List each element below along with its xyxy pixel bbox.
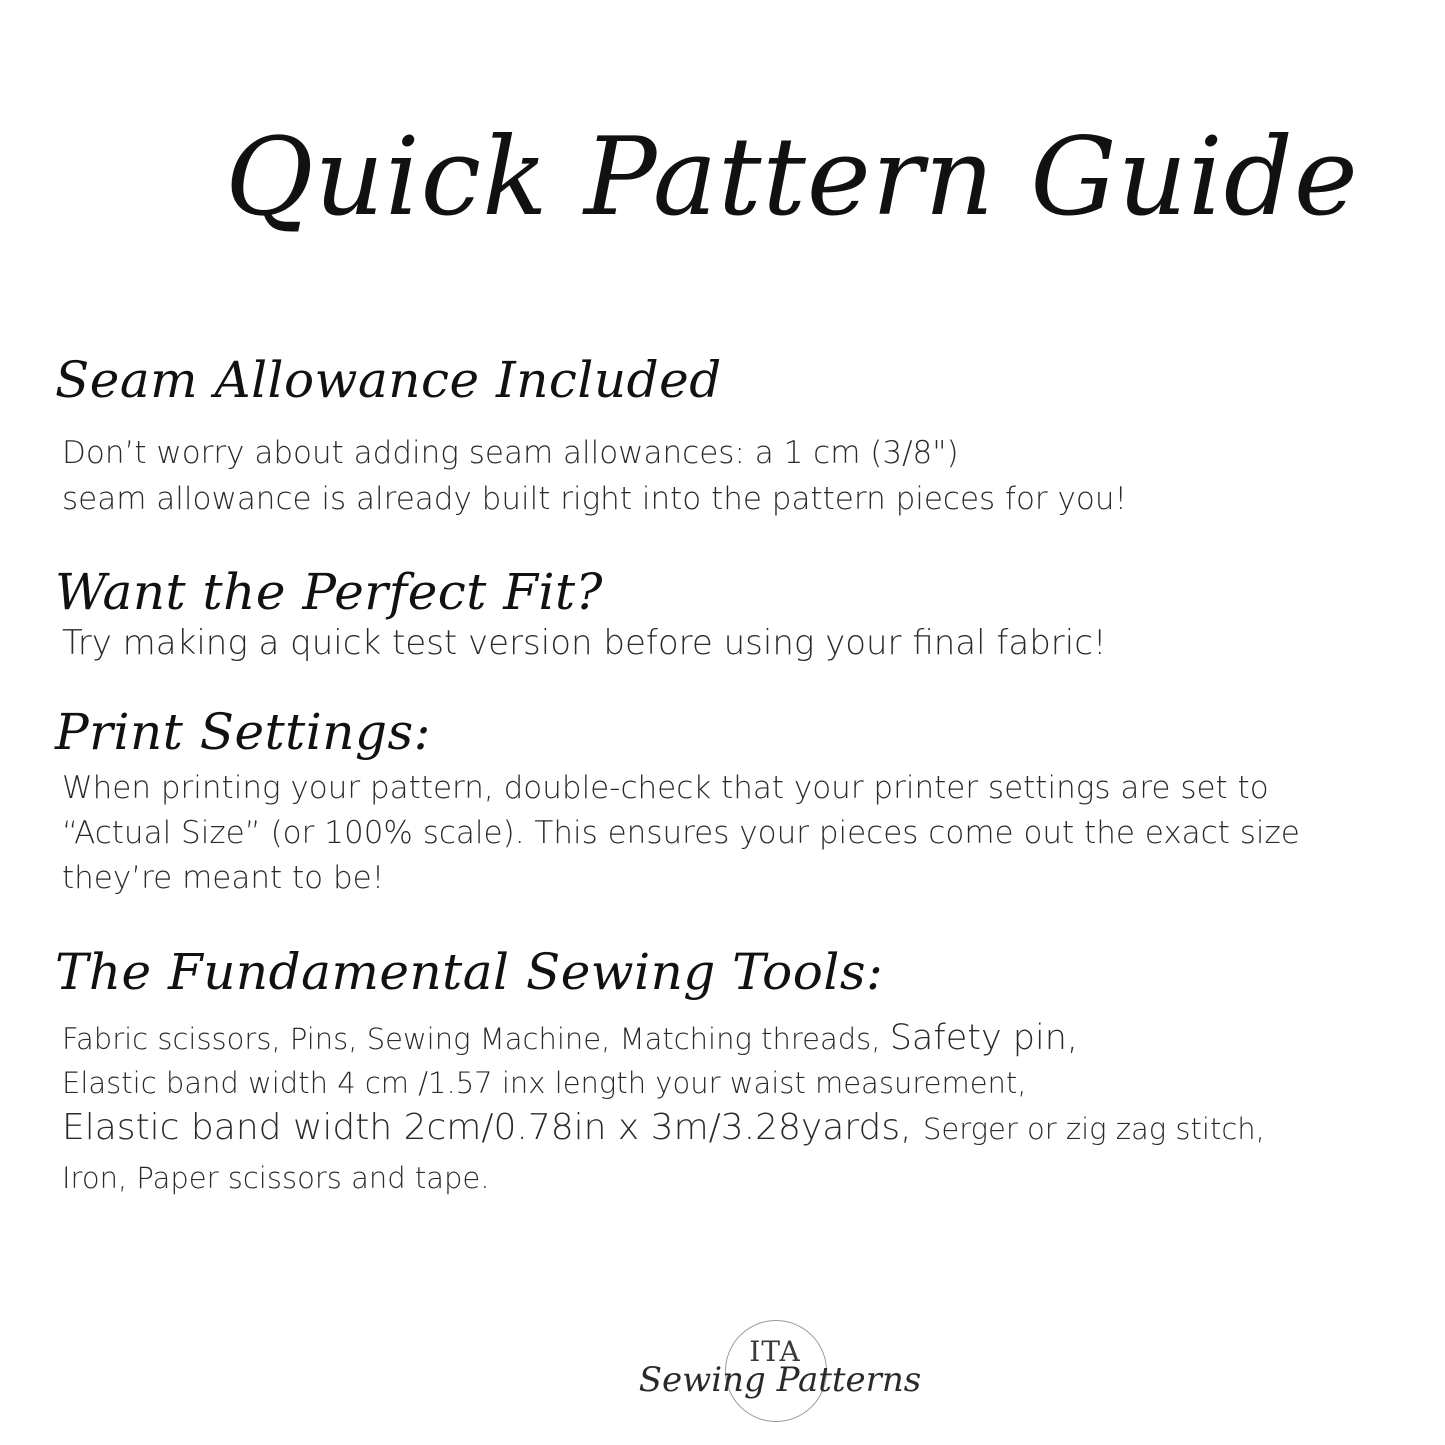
sewing-tools-text-line [62,1105,1265,1152]
sewing-tools-heading: The Fundamental Sewing Tools: [55,943,884,1001]
tools-list-part: Safety pin, [889,1018,1079,1058]
print-settings-heading: Print Settings: [55,703,431,761]
sewing-tools-text-line [62,1015,1078,1062]
print-settings-text-line: When printing your pattern, double-check that your printer settings are set to [62,770,1269,806]
tools-list-part: Serger or zig zag stitch, [922,1112,1265,1146]
logo-monogram: ITA [749,1335,801,1368]
print-settings-text-line: they’re meant to be! [62,860,385,896]
tools-list-part: Elastic band width 2cm/0.78in x 3m/3.28yards, [62,1107,923,1148]
tools-list-part: Fabric scissors, Pins, Sewing Machine, Matching threads, [62,1022,890,1056]
perfect-fit-heading: Want the Perfect Fit? [55,563,603,621]
seam-allowance-text-line: Don’t worry about adding seam allowances: a 1 cm (3/8") [62,435,959,471]
sewing-tools-text-line: Elastic band width 4 cm /1.57 inx length your waist measurement, [62,1066,1027,1100]
print-settings-text-line: “Actual Size” (or 100% scale). This ensures your pieces come out the exact size [62,815,1300,851]
perfect-fit-text-line: Try making a quick test version before using your final fabric! [62,623,1107,663]
page-title: Quick Pattern Guide [225,115,1359,240]
seam-allowance-text-line: seam allowance is already built right into the pattern pieces for you! [62,481,1127,517]
logo-script-text: Sewing Patterns [638,1360,922,1400]
brand-logo [620,1315,940,1445]
seam-allowance-heading: Seam Allowance Included [55,351,722,409]
sewing-tools-text-line: Iron, Paper scissors and tape. [62,1161,490,1195]
